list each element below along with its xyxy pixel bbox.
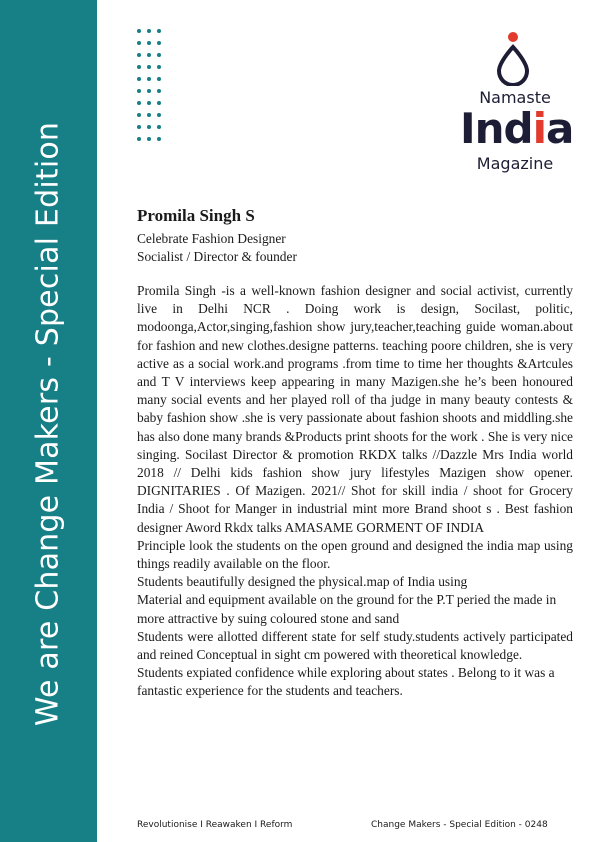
- dot: [157, 77, 161, 81]
- sidebar-title: We are Change Makers - Special Edition: [30, 121, 66, 727]
- dot: [137, 53, 141, 57]
- logo-india-main: Ind: [460, 104, 533, 153]
- dot: [147, 137, 151, 141]
- dot: [157, 113, 161, 117]
- dot: [147, 29, 151, 33]
- profile-name: Promila Singh S: [137, 206, 255, 225]
- dot: [147, 77, 151, 81]
- dot: [147, 125, 151, 129]
- dot: [157, 125, 161, 129]
- dot: [137, 113, 141, 117]
- dot: [137, 89, 141, 93]
- dot: [157, 29, 161, 33]
- drop-figure-icon: [493, 30, 533, 86]
- dot: [157, 101, 161, 105]
- paragraph-physical-map: Students beautifully designed the physical.map of India using: [137, 574, 468, 590]
- logo-india-accent: i: [532, 104, 546, 153]
- profile-role-1: Celebrate Fashion Designer: [137, 231, 286, 246]
- decorative-dot-grid: [137, 29, 161, 141]
- footer-page-number: Change Makers - Special Edition - 0248: [371, 820, 548, 830]
- paragraph-confidence: Students expiated confidence while exploring about states . Belong to it was a fantastic experience for the students and teachers.: [137, 665, 555, 699]
- dot: [137, 137, 141, 141]
- paragraph-study: Students were allotted different state for self study.students actively participated and reined Conceptual in sight cm powered with theoretical knowledge.: [137, 628, 573, 663]
- dot: [147, 101, 151, 105]
- dot: [147, 41, 151, 45]
- magazine-logo: [460, 30, 574, 180]
- article-body: [137, 282, 573, 701]
- logo-india: [460, 104, 574, 153]
- sidebar-band: [0, 0, 97, 842]
- dot: [137, 65, 141, 69]
- paragraph-map: Principle look the students on the open ground and designed the india map using things readily available on the floor.: [137, 537, 573, 572]
- dot: [137, 101, 141, 105]
- dot: [137, 41, 141, 45]
- dot: [157, 137, 161, 141]
- dot: [157, 41, 161, 45]
- dot: [147, 53, 151, 57]
- logo-india-end: a: [546, 104, 574, 153]
- dot: [147, 89, 151, 93]
- logo-magazine: Magazine: [476, 154, 554, 173]
- footer-tagline: Revolutionise I Reawaken I Reform: [137, 820, 293, 830]
- logo-namaste: Namaste: [479, 88, 551, 107]
- dot: [137, 29, 141, 33]
- paragraph-bio: Promila Singh -is a well-known fashion designer and social activist, currently live in Delhi NCR . Doing work is design, Socilast, politic, modoonga,Actor,singing,fashion show jury,teacher,teaching guide woman.about for fashion and new clothes.designe patterns. teaching poore children, she is very active as a social work.and programs .from time to time her thoughts &Artcules and T V interviews keep appearing in many Mazigen.she he’s been honoured many social events and her played roll of tha judge in many beauty contests & baby fashion show .she is very passionate about fashion shoots and middling.she has also done many brands &Products print shoots for the work . She is very nice singing. Socilast Director & promotion RKDX talks //Dazzle Mrs India world 2018 // Delhi kids fashion show jury lifestyles Mazigen show opener. DIGNITARIES . Of Mazigen. 2021// Shot for skill india / shoot for Grocery India / Shoot for Manger in industrial mint more Brand shoot s . Best fashion designer Aword Rkdx talks AMASAME GORMENT OF INDIA: [137, 283, 573, 535]
- profile-header: [137, 206, 577, 266]
- dot: [157, 65, 161, 69]
- dot: [157, 89, 161, 93]
- dot: [137, 125, 141, 129]
- profile-role-2: Socialist / Director & founder: [137, 249, 297, 264]
- paragraph-material: Material and equipment available on the ground for the P.T peried the made in more attractive by suing coloured stone and sand: [137, 592, 557, 626]
- dot: [147, 65, 151, 69]
- dot: [137, 77, 141, 81]
- dot: [157, 53, 161, 57]
- dot: [147, 113, 151, 117]
